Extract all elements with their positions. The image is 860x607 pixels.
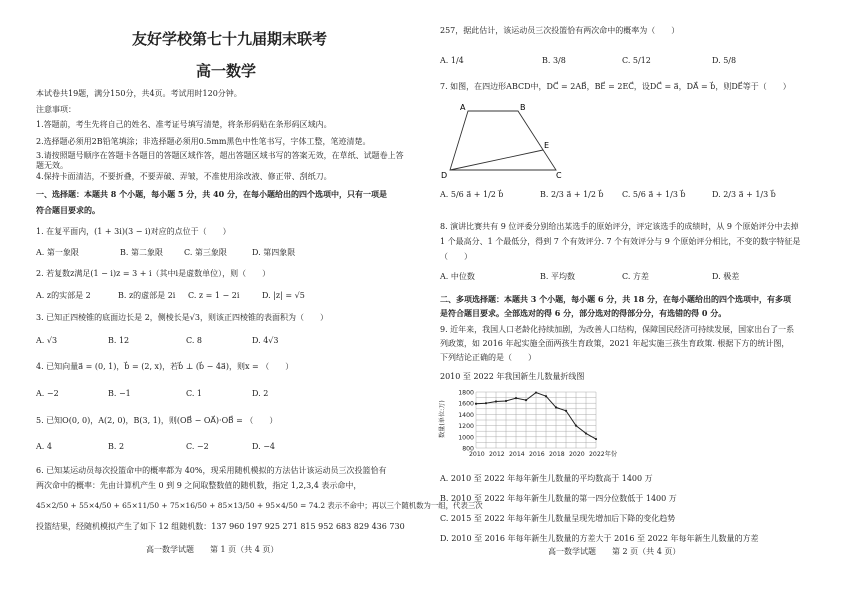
data-point xyxy=(525,399,527,401)
option: B. 2010 至 2022 年每年新生儿数量的第一四分位数低于 1400 万 xyxy=(440,494,677,503)
option: C. 方差 xyxy=(622,272,649,281)
data-point xyxy=(595,438,597,440)
x-tick-label: 2020 xyxy=(569,451,585,458)
segment-de xyxy=(450,150,543,170)
data-point xyxy=(515,397,517,399)
data-point xyxy=(565,410,567,412)
y-tick-label: 800 xyxy=(462,445,474,453)
option: C. 8 xyxy=(186,336,203,345)
option: A. z的实部是 2 xyxy=(36,291,91,300)
question-2: 2. 若复数z满足(1 − i)z = 3 + i（其中i是虚数单位），则（ ） xyxy=(36,269,271,278)
y-axis-label: 数量(单位:万) xyxy=(439,400,446,438)
data-point xyxy=(485,402,487,404)
data-point xyxy=(555,406,557,408)
intro-text: 本试卷共19题，满分150分，共4页。考试用时120分钟。 xyxy=(36,89,242,98)
option: D. |z| = √5 xyxy=(262,291,305,300)
option: A. 4 xyxy=(36,442,52,451)
y-tick-label: 1000 xyxy=(458,434,474,442)
vertex-label: C xyxy=(556,171,562,180)
option: C. 1 xyxy=(186,389,203,398)
data-point xyxy=(505,400,507,402)
x-tick-label: 2016 xyxy=(529,451,545,458)
vertex-label: E xyxy=(544,141,550,150)
notice-item: 2.选择题必须用2B铅笔填涂；非选择题必须用0.5mm黑色中性笔书写，字体工整，笔迹清楚。 xyxy=(36,137,371,146)
question-6: 6. 已知某运动员每次投篮命中的概率都为 40%，现采用随机模拟的方法估计该运动员三次投篮恰有 xyxy=(36,466,387,475)
right-page xyxy=(430,0,860,607)
data-point xyxy=(585,432,587,434)
option: D. 2 xyxy=(252,389,269,398)
option: B. 12 xyxy=(108,336,130,345)
x-tick-label: 2022年份 xyxy=(589,451,618,458)
births-line-chart xyxy=(436,388,626,466)
question-8-line: 1 个最高分、1 个最低分，得到 7 个有效评分. 7 个有效评分与 9 个原始评分相比，不变的数字特征是 xyxy=(440,237,801,246)
y-tick-label: 1400 xyxy=(458,411,474,419)
question-5: 5. 已知O(0, 0)，A(2, 0)，B(3, 1)，则(OB⃗ − OA⃗)·OB⃗ = （ ） xyxy=(36,416,278,425)
option: B. 2 xyxy=(108,442,125,451)
y-tick-label: 1800 xyxy=(458,389,474,397)
data-point xyxy=(495,400,497,402)
notice-item: 4.保持卡面清洁，不要折叠，不要弄破、弄皱，不准使用涂改液、修正带、刮纸刀。 xyxy=(36,172,332,181)
option: C. −2 xyxy=(186,442,209,451)
option: C. 5/6 a⃗ + 1/3 b⃗ xyxy=(622,190,686,199)
option: B. 平均数 xyxy=(540,272,575,281)
option: A. 2010 至 2022 年每年新生儿数量的平均数高于 1400 万 xyxy=(440,474,653,483)
option: D. 5/8 xyxy=(712,56,737,65)
notice-item: 3.请按照题号顺序在答题卡各题目的答题区域作答，超出答题区域书写的答案无效，在草纸、试题卷上答题无效。 xyxy=(36,151,404,170)
option: B. z的虚部是 2i xyxy=(118,291,176,300)
section2-heading: 二、多项选择题：本题共 3 个小题，每小题 6 分，共 18 分，在每小题给出的四个选项中，有多项 xyxy=(440,294,791,304)
quadrilateral-figure xyxy=(440,98,590,180)
y-tick-label: 1600 xyxy=(458,400,474,408)
option: D. −4 xyxy=(252,442,276,451)
option: B. 第二象限 xyxy=(120,248,163,257)
question-7: 7. 如图，在四边形ABCD中，DC⃗ = 2AB⃗，BE⃗ = 2EC⃗，设DC⃗ = a⃗，DA⃗ = b⃗，则DE⃗等于（ ） xyxy=(440,82,791,91)
option: B. 2/3 a⃗ + 1/2 b⃗ xyxy=(540,190,604,199)
question-6-line: 两次命中的概率：先由计算机产生 0 到 9 之间取整数值的随机数，指定 1,2,3,4 表示命中， xyxy=(36,481,362,490)
subject-title: 高一数学 xyxy=(196,62,257,80)
page-footer: 高一数学试题 第 2 页（共 4 页） xyxy=(548,547,681,556)
question-6-line: 45×2/50 + 55×4/50 + 65×11/50 + 75×16/50 + 85×13/50 + 95×4/50 = 74.2 表示不命中；再以三个随机数为一组，代表三次 xyxy=(36,501,483,510)
option: A. 1/4 xyxy=(440,56,464,65)
question-6-cont: 257，据此估计，该运动员三次投篮恰有两次命中的概率为（ ） xyxy=(440,26,680,35)
data-point xyxy=(535,391,537,393)
option: A. 5/6 a⃗ + 1/2 b⃗ xyxy=(440,190,504,199)
page-footer: 高一数学试题 第 1 页（共 4 页） xyxy=(146,545,279,554)
vertex-label: B xyxy=(520,103,526,112)
question-8: 8. 演讲比赛共有 9 位评委分别给出某选手的原始评分，评定该选手的成绩时，从 9 个原始评分中去掉 xyxy=(440,222,799,231)
data-point xyxy=(545,395,547,397)
question-9-line: 列政策，如 2016 年起实施全面两孩生育政策，2021 年起实施三孩生育政策. 根据下方的统计图， xyxy=(440,339,790,348)
option: B. 3/8 xyxy=(542,56,566,65)
chart-caption: 2010 至 2022 年我国新生儿数量折线图 xyxy=(440,372,585,381)
option: C. 2015 至 2022 年每年新生儿数量呈现先增加后下降的变化趋势 xyxy=(440,514,676,523)
section1-heading: 一、选择题：本题共 8 个小题，每小题 5 分，共 40 分，在每小题给出的四个选项中，只有一项是 xyxy=(36,189,387,199)
option: A. √3 xyxy=(36,336,58,345)
question-6-line: 投篮结果，经随机模拟产生了如下 12 组随机数：137 960 197 925 271 815 952 683 829 436 730 xyxy=(36,522,405,531)
option: C. 5/12 xyxy=(622,56,651,65)
quadrilateral-shape xyxy=(450,111,556,170)
question-4: 4. 已知向量a⃗ = (0, 1)，b⃗ = (2, x)，若b⃗ ⊥ (b⃗ − 4a⃗)，则x = （ ） xyxy=(36,362,294,371)
section1-heading-cont: 符合题目要求的。 xyxy=(36,205,100,215)
question-8-line: （ ） xyxy=(440,252,472,261)
option: A. 中位数 xyxy=(440,272,475,281)
question-9: 9. 近年来，我国人口老龄化持续加剧，为改善人口结构，保障国民经济可持续发展，国家出台了一系 xyxy=(440,325,795,334)
x-tick-label: 2018 xyxy=(549,451,565,458)
option: B. −1 xyxy=(108,389,131,398)
option: D. 第四象限 xyxy=(252,248,296,257)
question-9-line: 下列结论正确的是（ ） xyxy=(440,353,536,362)
exam-title: 友好学校第七十九届期末联考 xyxy=(132,30,328,48)
option: D. 2/3 a⃗ + 1/3 b⃗ xyxy=(712,190,776,199)
data-point xyxy=(475,403,477,405)
x-tick-label: 2010 xyxy=(469,451,485,458)
section2-heading-cont: 是符合题目要求。全部选对的得 6 分，部分选对的得部分分，有选错的得 0 分。 xyxy=(440,308,727,318)
option: C. 第三象限 xyxy=(184,248,227,257)
option: A. −2 xyxy=(36,389,59,398)
option: D. 4√3 xyxy=(252,336,279,345)
data-point xyxy=(575,425,577,427)
option: A. 第一象限 xyxy=(36,248,79,257)
option: D. 2010 至 2016 年每年新生儿数量的方差大于 2016 至 2022 年每年新生儿数量的方差 xyxy=(440,534,759,543)
vertex-label: A xyxy=(460,103,466,112)
notice-heading: 注意事项： xyxy=(36,105,76,114)
option: C. z = 1 − 2i xyxy=(188,291,240,300)
question-1: 1. 在复平面内，(1 + 3i)(3 − i)对应的点位于（ ） xyxy=(36,227,231,236)
question-3: 3. 已知正四棱锥的底面边长是 2，侧棱长是√3，则该正四棱锥的表面积为（ ） xyxy=(36,313,328,322)
x-tick-label: 2012 xyxy=(489,451,505,458)
option: D. 极差 xyxy=(712,272,740,281)
y-tick-label: 1200 xyxy=(458,423,474,431)
notice-item: 1.答题前，考生先将自己的姓名、准考证号填写清楚，将条形码贴在条形码区域内。 xyxy=(36,120,332,129)
x-tick-label: 2014 xyxy=(509,451,525,458)
vertex-label: D xyxy=(441,171,448,180)
